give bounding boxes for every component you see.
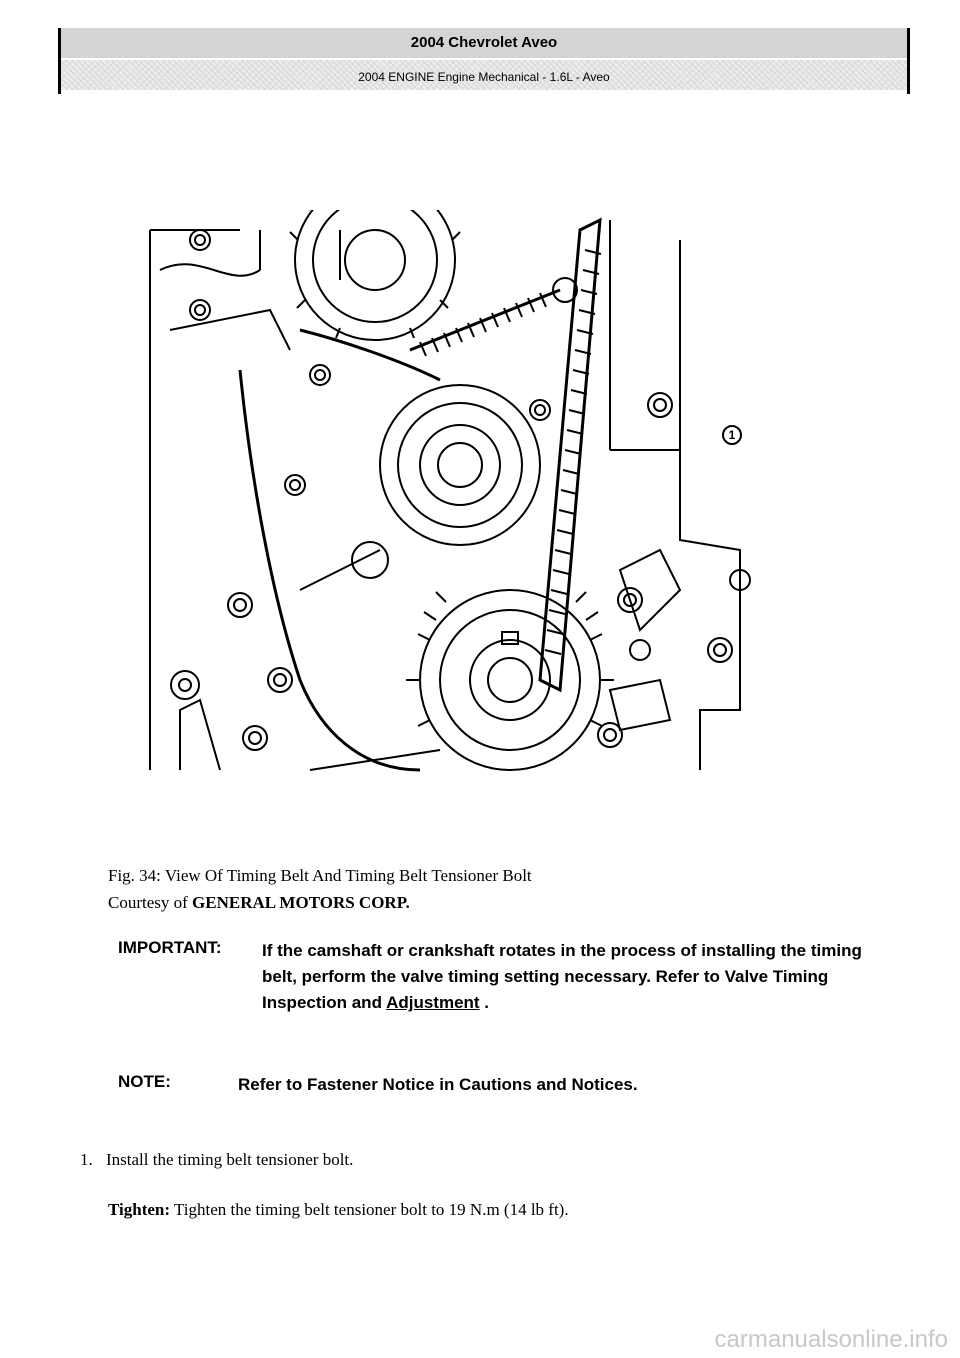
step-text: Install the timing belt tensioner bolt. bbox=[106, 1150, 354, 1169]
important-body: If the camshaft or crankshaft rotates in the process of installing the timing belt, perform the valve timing setting necessary. Refer to Valve Timing Inspection and bbox=[262, 941, 862, 1012]
figure-callout-1: 1 bbox=[722, 425, 742, 445]
important-text bbox=[262, 938, 892, 1016]
adjustment-link[interactable]: Adjustment bbox=[386, 993, 480, 1012]
note-label: NOTE: bbox=[118, 1072, 171, 1091]
timing-belt-figure bbox=[140, 210, 760, 780]
watermark: carmanualsonline.info bbox=[714, 1326, 948, 1353]
step-number: 1. bbox=[80, 1150, 93, 1169]
header-title: 2004 Chevrolet Aveo bbox=[61, 28, 907, 58]
torque-label: Tighten: bbox=[108, 1200, 171, 1219]
important-end: . bbox=[484, 993, 490, 1012]
page-header bbox=[58, 28, 910, 94]
header-subtitle: 2004 ENGINE Engine Mechanical - 1.6L - Aveo bbox=[61, 60, 907, 90]
torque-spec bbox=[108, 1200, 569, 1220]
figure-caption: Fig. 34: View Of Timing Belt And Timing Belt Tensioner Bolt bbox=[108, 866, 532, 885]
figure-courtesy bbox=[108, 893, 410, 913]
important-label: IMPORTANT: bbox=[118, 938, 222, 957]
torque-text: Tighten the timing belt tensioner bolt to 19 N.m (14 lb ft). bbox=[174, 1200, 569, 1219]
courtesy-prefix: Courtesy of bbox=[108, 893, 188, 912]
note-text: Refer to Fastener Notice in Cautions and Notices. bbox=[238, 1075, 638, 1094]
courtesy-source: GENERAL MOTORS CORP. bbox=[192, 893, 410, 912]
